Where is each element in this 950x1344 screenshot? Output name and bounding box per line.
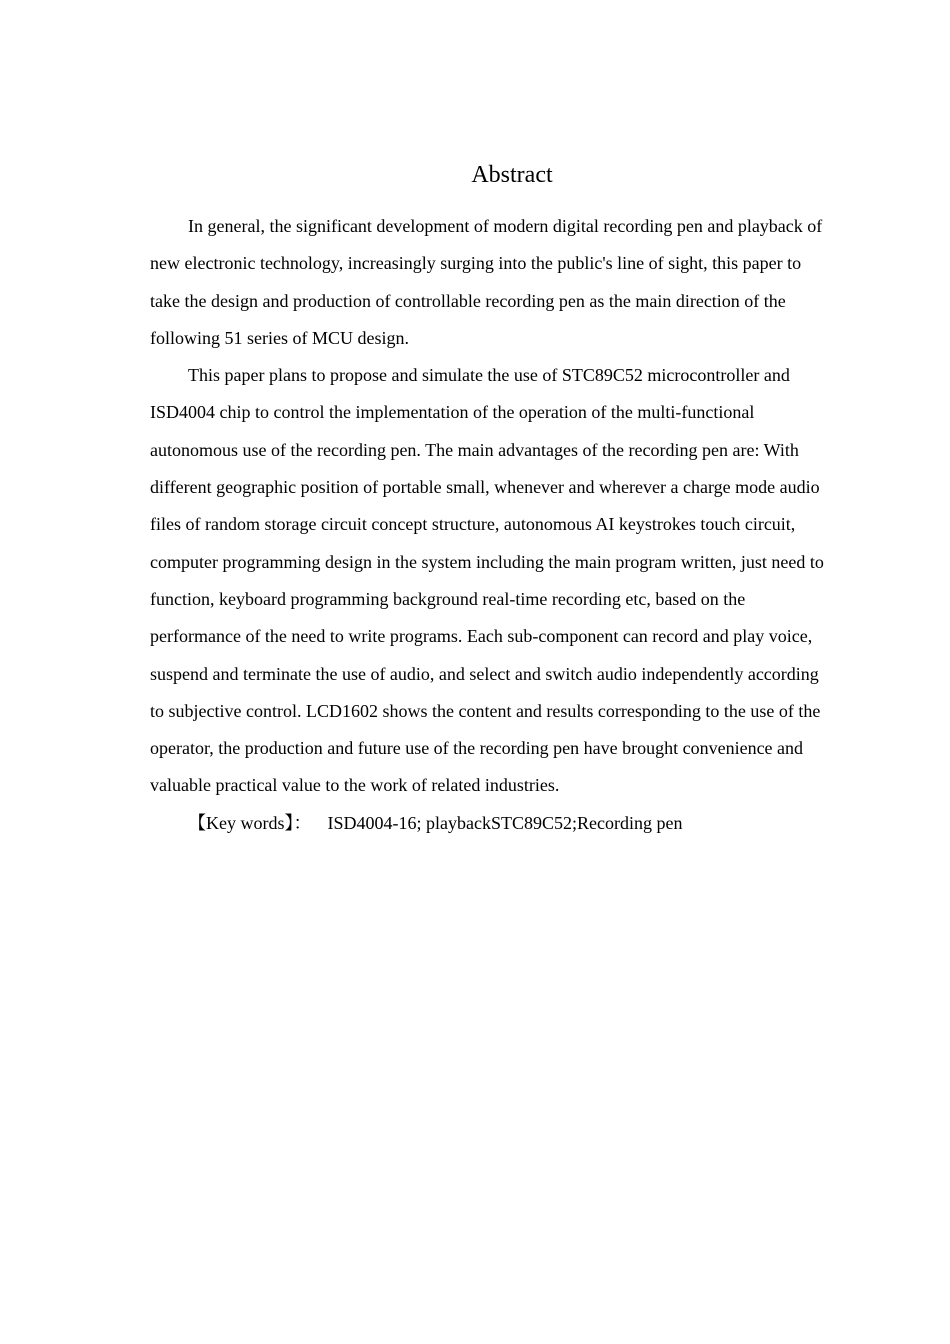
abstract-title: Abstract bbox=[471, 162, 553, 188]
abstract-paragraph-2: This paper plans to propose and simulate the use of STC89C52 microcontroller and ISD4004 chip to control the implementation of the operation of the multi-functional autonomous use of the recording pen. The main advantages of the recording pen are: With different geographic position of portable small, whenever and wherever a charge mode audio files of random storage circuit concept structure, autonomous AI keystrokes touch circuit, computer programming design in the system including the main program written, just need to function, keyboard programming background real-time recording etc, based on the performance of the need to write programs. Each sub-component can record and play voice, suspend and terminate the use of audio, and select and switch audio independently according to subjective control. LCD1602 shows the content and results corresponding to the use of the operator, the production and future use of the recording pen have brought convenience and valuable practical value to the work of related industries. bbox=[150, 365, 824, 796]
abstract-body bbox=[150, 208, 824, 842]
abstract-paragraph-1: In general, the significant development of modern digital recording pen and playback of new electronic technology, increasingly surging into the public's line of sight, this paper to take the design and production of controllable recording pen as the main direction of the following 51 series of MCU design. bbox=[150, 216, 823, 348]
keywords-line bbox=[150, 805, 824, 842]
keywords-label: 【Key words】： bbox=[188, 812, 312, 833]
keywords-value: ISD4004-16; playbackSTC89C52;Recording pen bbox=[327, 812, 683, 833]
